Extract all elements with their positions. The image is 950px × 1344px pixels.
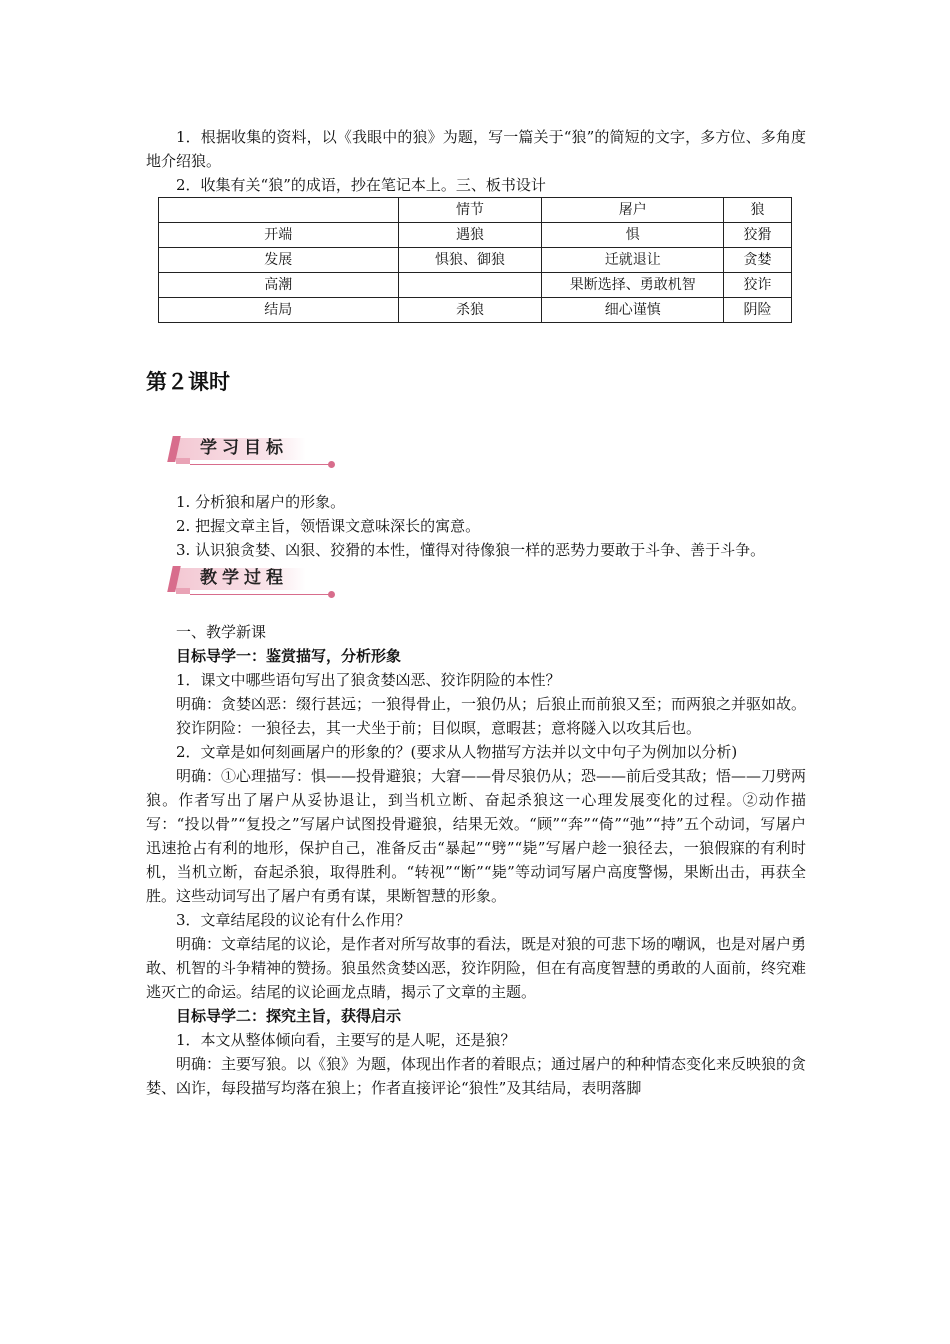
question: 1．本文从整体倾向看，主要写的是人呢，还是狼？	[176, 1031, 516, 1049]
table-cell: 杀狼	[398, 298, 542, 323]
answer: 狡诈阴险：一狼径去，其一犬坐于前；目似暝，意暇甚；意将隧入以攻其后也。	[176, 719, 702, 737]
table-header-row	[159, 198, 792, 223]
table-row	[159, 273, 792, 298]
table-cell: 发展	[159, 248, 399, 273]
homework-item-2: 2．收集有关“狼”的成语，抄在笔记本上。三、板书设计	[176, 176, 546, 194]
banner-underline	[190, 464, 330, 465]
board-design-table	[158, 197, 792, 323]
table-cell: 高潮	[159, 273, 399, 298]
goals-list	[146, 490, 806, 562]
goal1-heading: 目标导学一：鉴赏描写，分析形象	[176, 647, 402, 665]
table-cell: 结局	[159, 298, 399, 323]
goal-item: 2. 把握文章主旨，领悟课文意味深长的寓意。	[176, 517, 481, 535]
banner-underline	[190, 594, 330, 595]
banner-decor	[176, 458, 190, 464]
table-cell	[398, 273, 542, 298]
banner-dot-icon	[328, 461, 335, 468]
question: 3．文章结尾段的议论有什么作用？	[176, 911, 411, 929]
homework-item-1: 1．根据收集的资料，以《我眼中的狼》为题，写一篇关于“狼”的简短的文字，多方位、多角度地介绍狼。	[146, 128, 806, 170]
lesson-title: 第２课时	[146, 370, 230, 394]
table-cell: 开端	[159, 223, 399, 248]
table-header-cell: 狼	[724, 198, 792, 223]
table-cell: 惧	[542, 223, 724, 248]
table-cell: 细心谨慎	[542, 298, 724, 323]
banner-dot-icon	[328, 591, 335, 598]
answer: 明确：主要写狼。以《狼》为题，体现出作者的着眼点；通过屠户的种种情态变化来反映狼的贪婪、凶诈，每段描写均落在狼上；作者直接评论“狼性”及其结局，表明落脚	[146, 1055, 807, 1097]
process-body	[146, 620, 806, 1100]
table-header-cell	[159, 198, 399, 223]
answer: 明确：①心理描写：惧——投骨避狼；大窘——骨尽狼仍从；恐——前后受其敌；悟——刀劈两狼。作者写出了屠户从妥协退让，到当机立断、奋起杀狼这一心理发展变化的过程。②动作描写：“投以骨”“复投之”写屠户试图投骨避狼，结果无效。“顾”“奔”“倚”“弛”“持”五个动词，写屠户迅速抢占有利的地形，保护自己，准备反击“暴起”“劈”“毙”写屠户趁一狼径去，一狼假寐的有利时机，当机立断，奋起杀狼，取得胜利。“转视”“断”“毙”等动词写屠户高度警惕，果断出击，再获全胜。这些动词写出了屠户有勇有谋，果断智慧的形象。	[146, 767, 807, 905]
page-content	[146, 125, 806, 1100]
question: 1．课文中哪些语句写出了狼贪婪凶恶、狡诈阴险的本性？	[176, 671, 561, 689]
banner-decor	[176, 588, 190, 594]
goal-item: 3. 认识狼贪婪、凶狠、狡猾的本性，懂得对待像狼一样的恶势力要敢于斗争、善于斗争。	[176, 541, 766, 559]
answer: 明确：文章结尾的议论，是作者对所写故事的看法，既是对狼的可悲下场的嘲讽，也是对屠户勇敢、机智的斗争精神的赞扬。狼虽然贪婪凶恶，狡诈阴险，但在有高度智慧的勇敢的人面前，终究难逃灭亡的命运。结尾的议论画龙点睛，揭示了文章的主题。	[146, 935, 807, 1001]
section-banner-process	[170, 562, 370, 602]
table-row	[159, 223, 792, 248]
banner-title: 教学过程	[200, 568, 288, 588]
table-cell: 阴险	[724, 298, 792, 323]
table-header-cell: 情节	[398, 198, 542, 223]
goal-item: 1. 分析狼和屠户的形象。	[176, 493, 346, 511]
section-banner-goals	[170, 432, 370, 472]
table-cell: 贪婪	[724, 248, 792, 273]
table-header-cell: 屠户	[542, 198, 724, 223]
table-cell: 遇狼	[398, 223, 542, 248]
table-cell: 狡诈	[724, 273, 792, 298]
table-row	[159, 248, 792, 273]
table-cell: 狡猾	[724, 223, 792, 248]
table-cell: 果断选择、勇敢机智	[542, 273, 724, 298]
answer: 明确：贪婪凶恶：缀行甚远；一狼得骨止，一狼仍从；后狼止而前狼又至；而两狼之并驱如故。	[176, 695, 807, 713]
table-cell: 惧狼、御狼	[398, 248, 542, 273]
table-row	[159, 298, 792, 323]
goal2-heading: 目标导学二：探究主旨，获得启示	[176, 1007, 402, 1025]
table-cell: 迁就退让	[542, 248, 724, 273]
question: 2．文章是如何刻画屠户的形象的？(要求从人物描写方法并以文中句子为例加以分析)	[176, 743, 738, 761]
banner-title: 学习目标	[200, 438, 288, 458]
section-intro: 一、教学新课	[176, 623, 267, 641]
